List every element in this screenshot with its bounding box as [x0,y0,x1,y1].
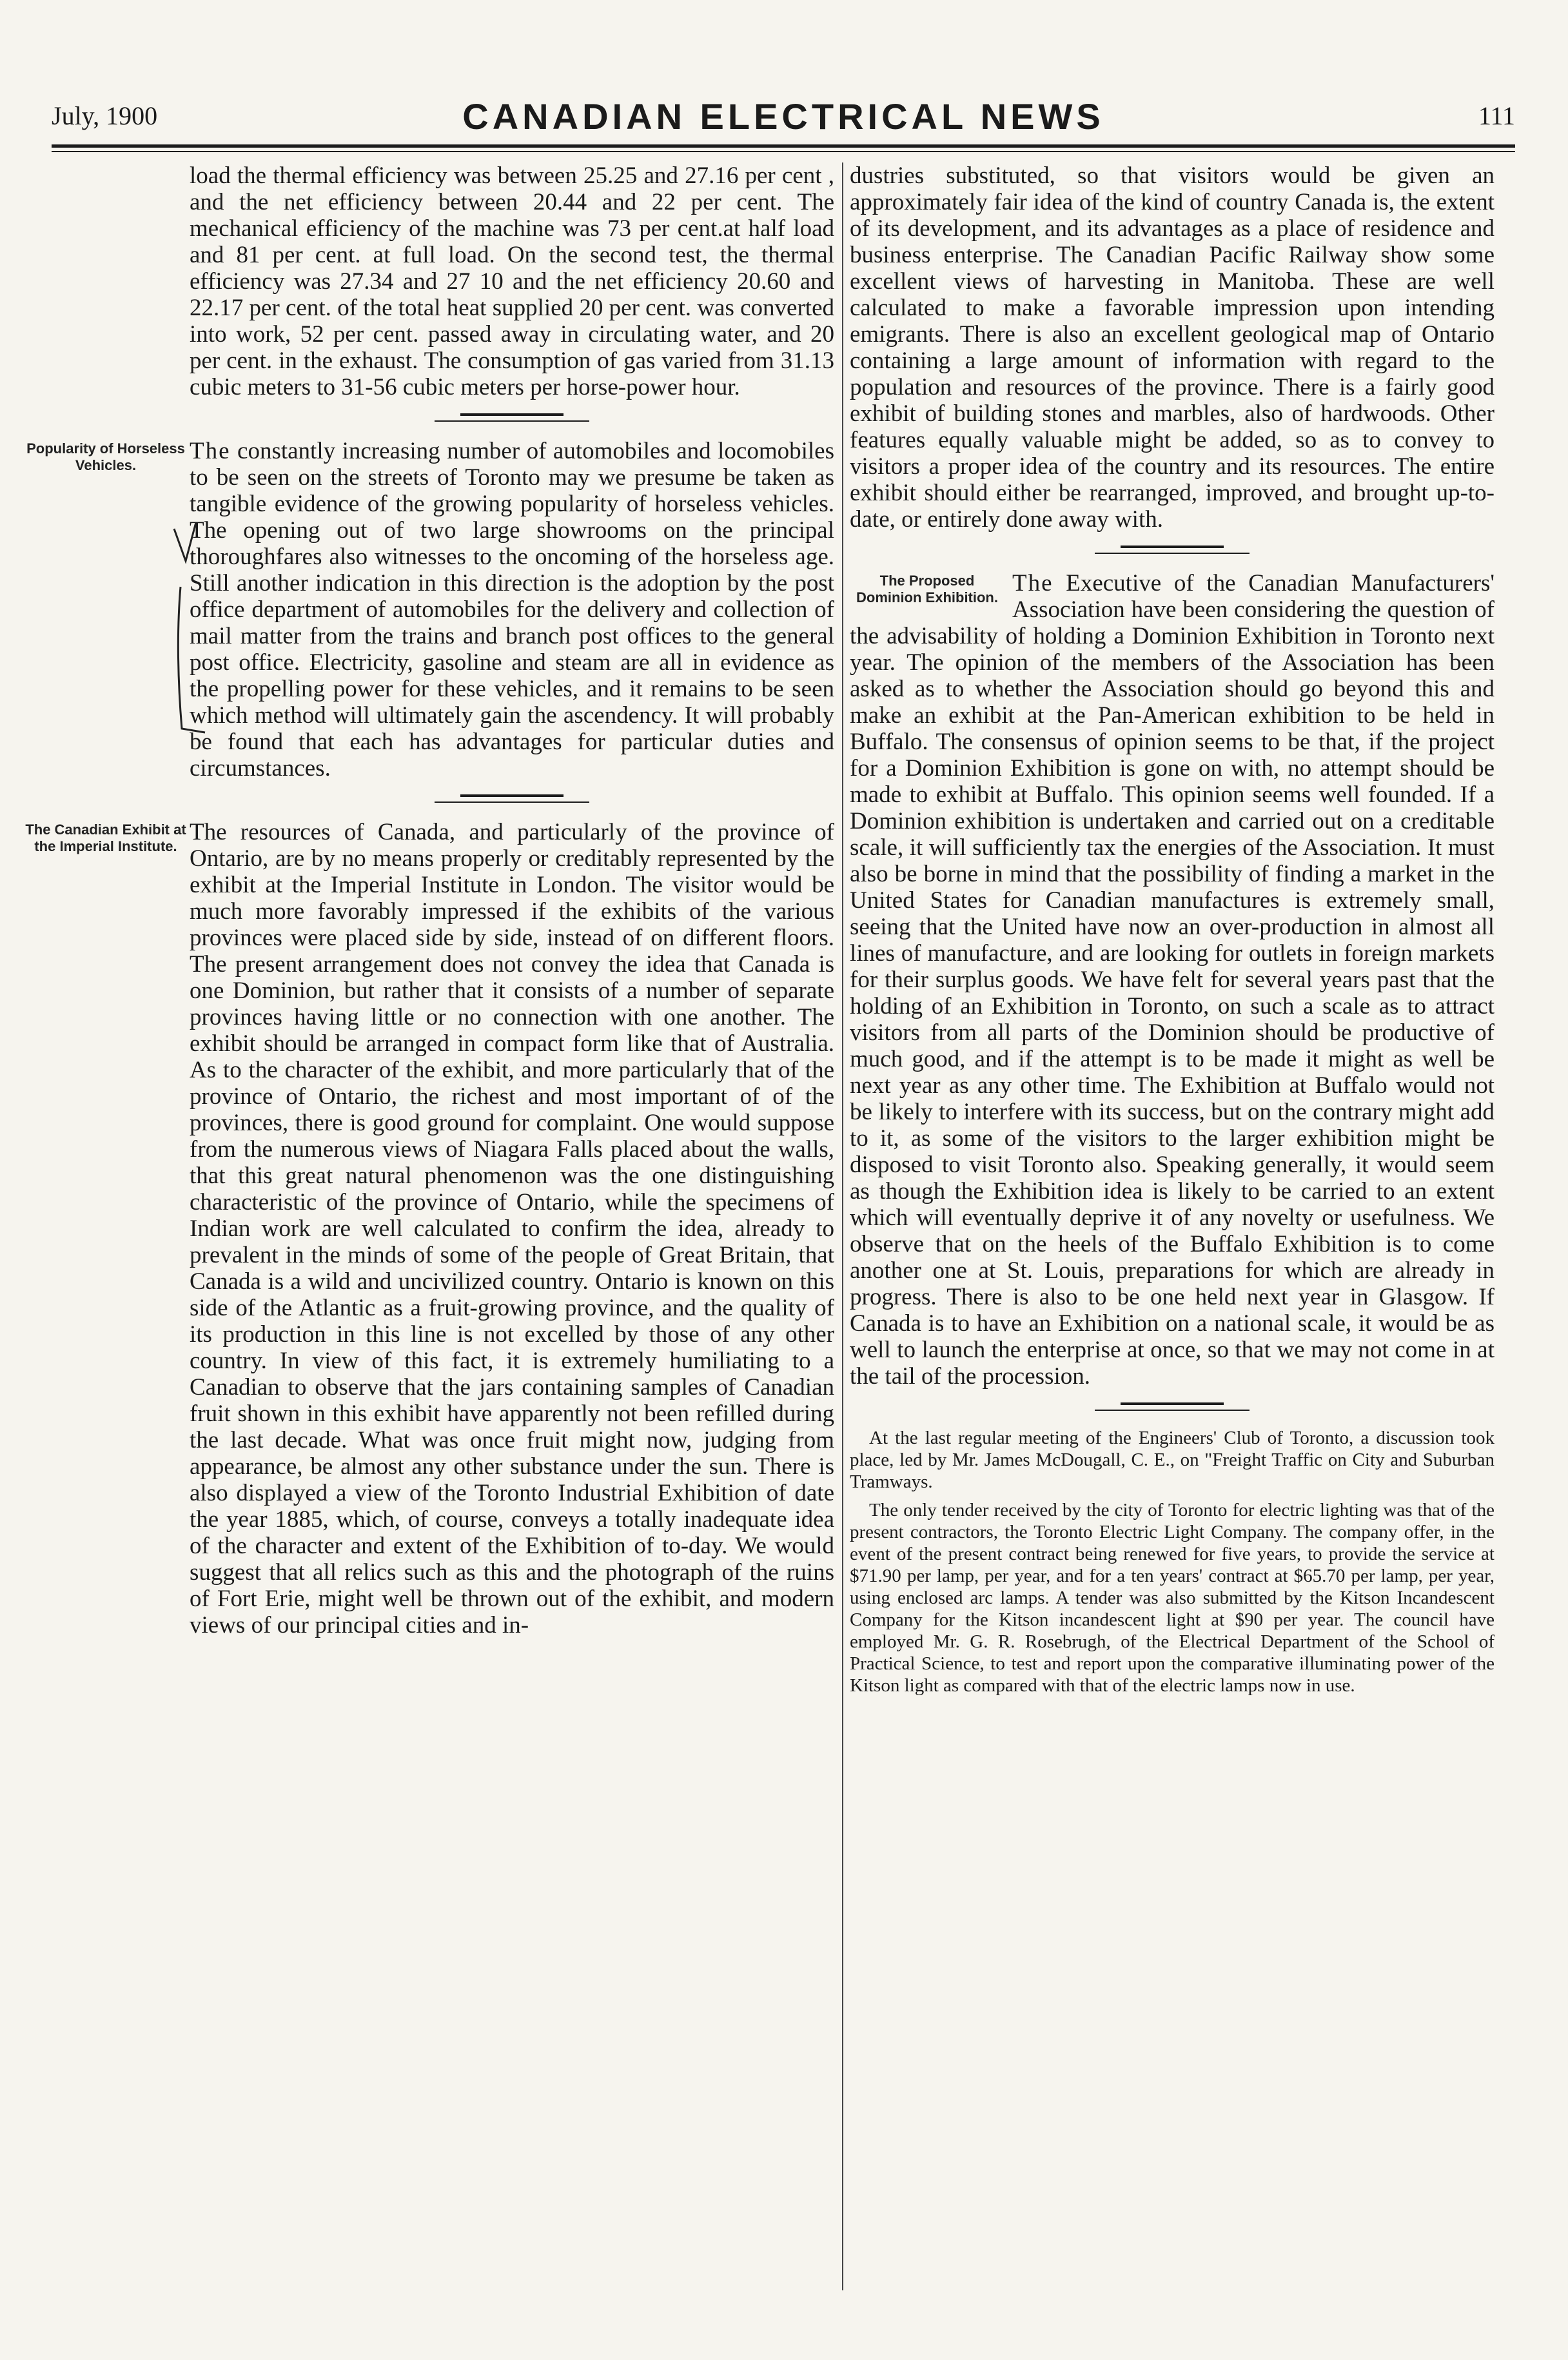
page-header [52,95,1515,142]
intro-paragraph: load the thermal efficiency was between 25.25 and 27.16 per cent , and the net efficiency between 20.44 and 22 per cent. The mechanical efficiency of the machine was 73 per cent.at half load and 81 per cent. at full load. On the second test, the thermal efficiency was 27.34 and 27 10 and the net efficiency 20.60 and 22.17 per cent. of the total heat supplied 20 per cent. was converted into work, 52 per cent. passed away in circulating water, and 20 per cent. in the exhaust. The consumption of gas varied from 31.13 cubic meters to 31-56 cubic meters per horse-power hour. [190,162,834,400]
column-rule [842,162,843,2290]
article-lead-word: The [1012,570,1054,596]
section-divider [850,1390,1494,1427]
section-divider [190,782,834,819]
article-body: constantly increasing number of automobiles and locomobiles to be seen on the streets of Toronto may we presume be taken as tangible evidence of the growing popularity of horseless vehicles. The opening out of two large showrooms on the principal thoroughfares also witnesses to the oncoming of the horseless age. Still another indication in this direction is the adoption by the post office department of automobiles for the delivery and collection of mail matter from the trains and branch post offices to the general post office. Electricity, gasoline and steam are all in evidence as the propelling power for these vehicles, and it remains to be seen which method will ultimately gain the ascendency. It will probably be found that each has advantages for particular duties and circumstances. [190,438,835,782]
section-divider [190,400,834,438]
header-rule [52,144,1515,148]
article-imperial-institute [25,819,834,1638]
publication-title: CANADIAN ELECTRICAL NEWS [462,96,1104,137]
sidehead-imperial-institute: The Canadian Exhibit at the Imperial Institute. [25,821,186,854]
article-horseless-vehicles [26,438,835,782]
page-number: 111 [1478,101,1515,130]
news-note: At the last regular meeting of the Engineers' Club of Toronto, a discussion took place, led by Mr. James McDougall, C. E., on "Freight Traffic on City and Suburban Tramways. [850,1428,1494,1492]
news-note: The only tender received by the city of Toronto for electric lighting was that of the present contractors, the Toronto Electric Light Company. The company offer, in the event of the present contract being renewed for five years, to provide the service at $71.90 per lamp, per year, and for a ten years' contract at $65.70 per lamp, per year, using enclosed arc lamps. A tender was also submitted by the Kitson Incandescent Company for the Kitson incandescent light at $90 per year. The council have employed Mr. G. R. Rosebrugh, of the Electrical Department of the School of Practical Science, to test and report upon the comparative illuminating power of the Kitson light as compared with that of the electric lamps now in use. [850,1500,1494,1696]
article-body: Executive of the Canadian Manufacturers' Association have been considering the question of the advisability of holding a Dominion Exhibition in Toronto next year. The opinion of the members of the Association has been asked as to whether the Association should go beyond this and make an exhibit at the Pan-American exhibition to be held in Buffalo. The consensus of opinion seems to be that, if the project for a Dominion Exhibition is gone on with, no attempt should be made to exhibit at Buffalo. This opinion seems well founded. If a Dominion exhibition is undertaken and carried out on a creditable scale, it will sufficiently tax the energies of the Association. It must also be borne in mind that the possibility of finding a market in the United States for Canadian manufactures is extremely small, seeing that the United have now an over-production in almost all lines of manufacture, and are looking for outlets in foreign markets for their surplus goods. We have felt for several years past that the holding of an Exhibition in Toronto, on such a scale as to attract visitors from all parts of the Dominion should be productive of much good, and if the attempt is to be made it might as well be next year as any other time. The Exhibition at Buffalo would not be likely to interfere with its success, but on the contrary might add to it, as some of the visitors to the larger exhibition might be disposed to visit Toronto also. Speaking generally, it would seem as though the Exhibition idea is likely to be carried to an extent which will eventually deprive it of any novelty or usefulness. We observe that on the heels of the Buffalo Exhibition is to come another one at St. Louis, preparations for which are already in progress. There is also to be one held next year in Glasgow. If Canada is to have an Exhibition on a national scale, it would be as well to launch the enterprise at once, so that we may not come in at the tail of the procession. [850,570,1495,1390]
sidehead-dominion-exhibition: The Proposed Dominion Exhibition. [856,573,998,605]
article-lead-word: The [190,438,231,464]
continued-paragraph: dustries substituted, so that visitors would be given an approximately fair idea of the kind of country Canada is, the extent of its development, and its advantages as a place of residence and business enterprise. The Canadian Pacific Railway show some excellent views of harvesting in Manitoba. These are well calculated to make a favorable impression upon intending emigrants. There is also an excellent geological map of Ontario containing a large amount of information with regard to the population and resources of the province. There is a fairly good exhibit of building stones and marbles, also of hardwoods. Other features equally valuable might be added, so as to convey to visitors a proper idea of the country and its resources. The entire exhibit should either be rearranged, improved, and brought up-to-date, or entirely done away with. [850,162,1494,533]
issue-date: July, 1900 [52,101,158,130]
header-rule-thin [52,151,1515,152]
right-column [850,162,1494,1703]
section-divider [850,533,1494,570]
article-body: The resources of Canada, and particularly of the province of Ontario, are by no means properly or creditably represented by the exhibit at the Imperial Institute in London. The visitor would be much more favorably impressed if the exhibits of the various provinces were placed side by side, instead of on different floors. The present arrangement does not convey the idea that Canada is one Dominion, but rather that it consists of a number of separate provinces having little or no connection with one another. The exhibit should be arranged in compact form like that of Australia. As to the character of the exhibit, and more particularly that of the province of Ontario, the richest and most important of of the provinces, there is good ground for complaint. One would suppose from the numerous views of Niagara Falls placed about the walls, that this great natural phenomenon was the one distinguishing characteristic of the province of Ontario, while the specimens of Indian work are well calculated to confirm the idea, already to prevalent in the minds of some of the people of Great Britain, that Canada is a wild and uncivilized country. Ontario is known on this side of the Atlantic as a fruit-growing province, and the quality of its production in this line is not excelled by those of any other country. In view of this fact, it is extremely humiliating to a Canadian to observe that the jars containing samples of Canadian fruit shown in this exhibit have apparently not been refilled during the last decade. What was once fruit might now, judging from appearance, be almost any other substance under the sun. There is also displayed a view of the Toronto Industrial Exhibition of date the year 1885, which, of course, conveys a totally inadequate idea of the character and extent of the Exhibition of to-day. We would suggest that all relics such as this and the photograph of the ruins of Fort Erie, might well be thrown out of the exhibit, and modern views of our principal cities and in- [190,819,834,1638]
sidehead-horseless-vehicles: Popularity of Horseless Vehicles. [26,440,185,473]
left-column [25,162,835,1638]
article-dominion-exhibition [850,570,1494,1390]
